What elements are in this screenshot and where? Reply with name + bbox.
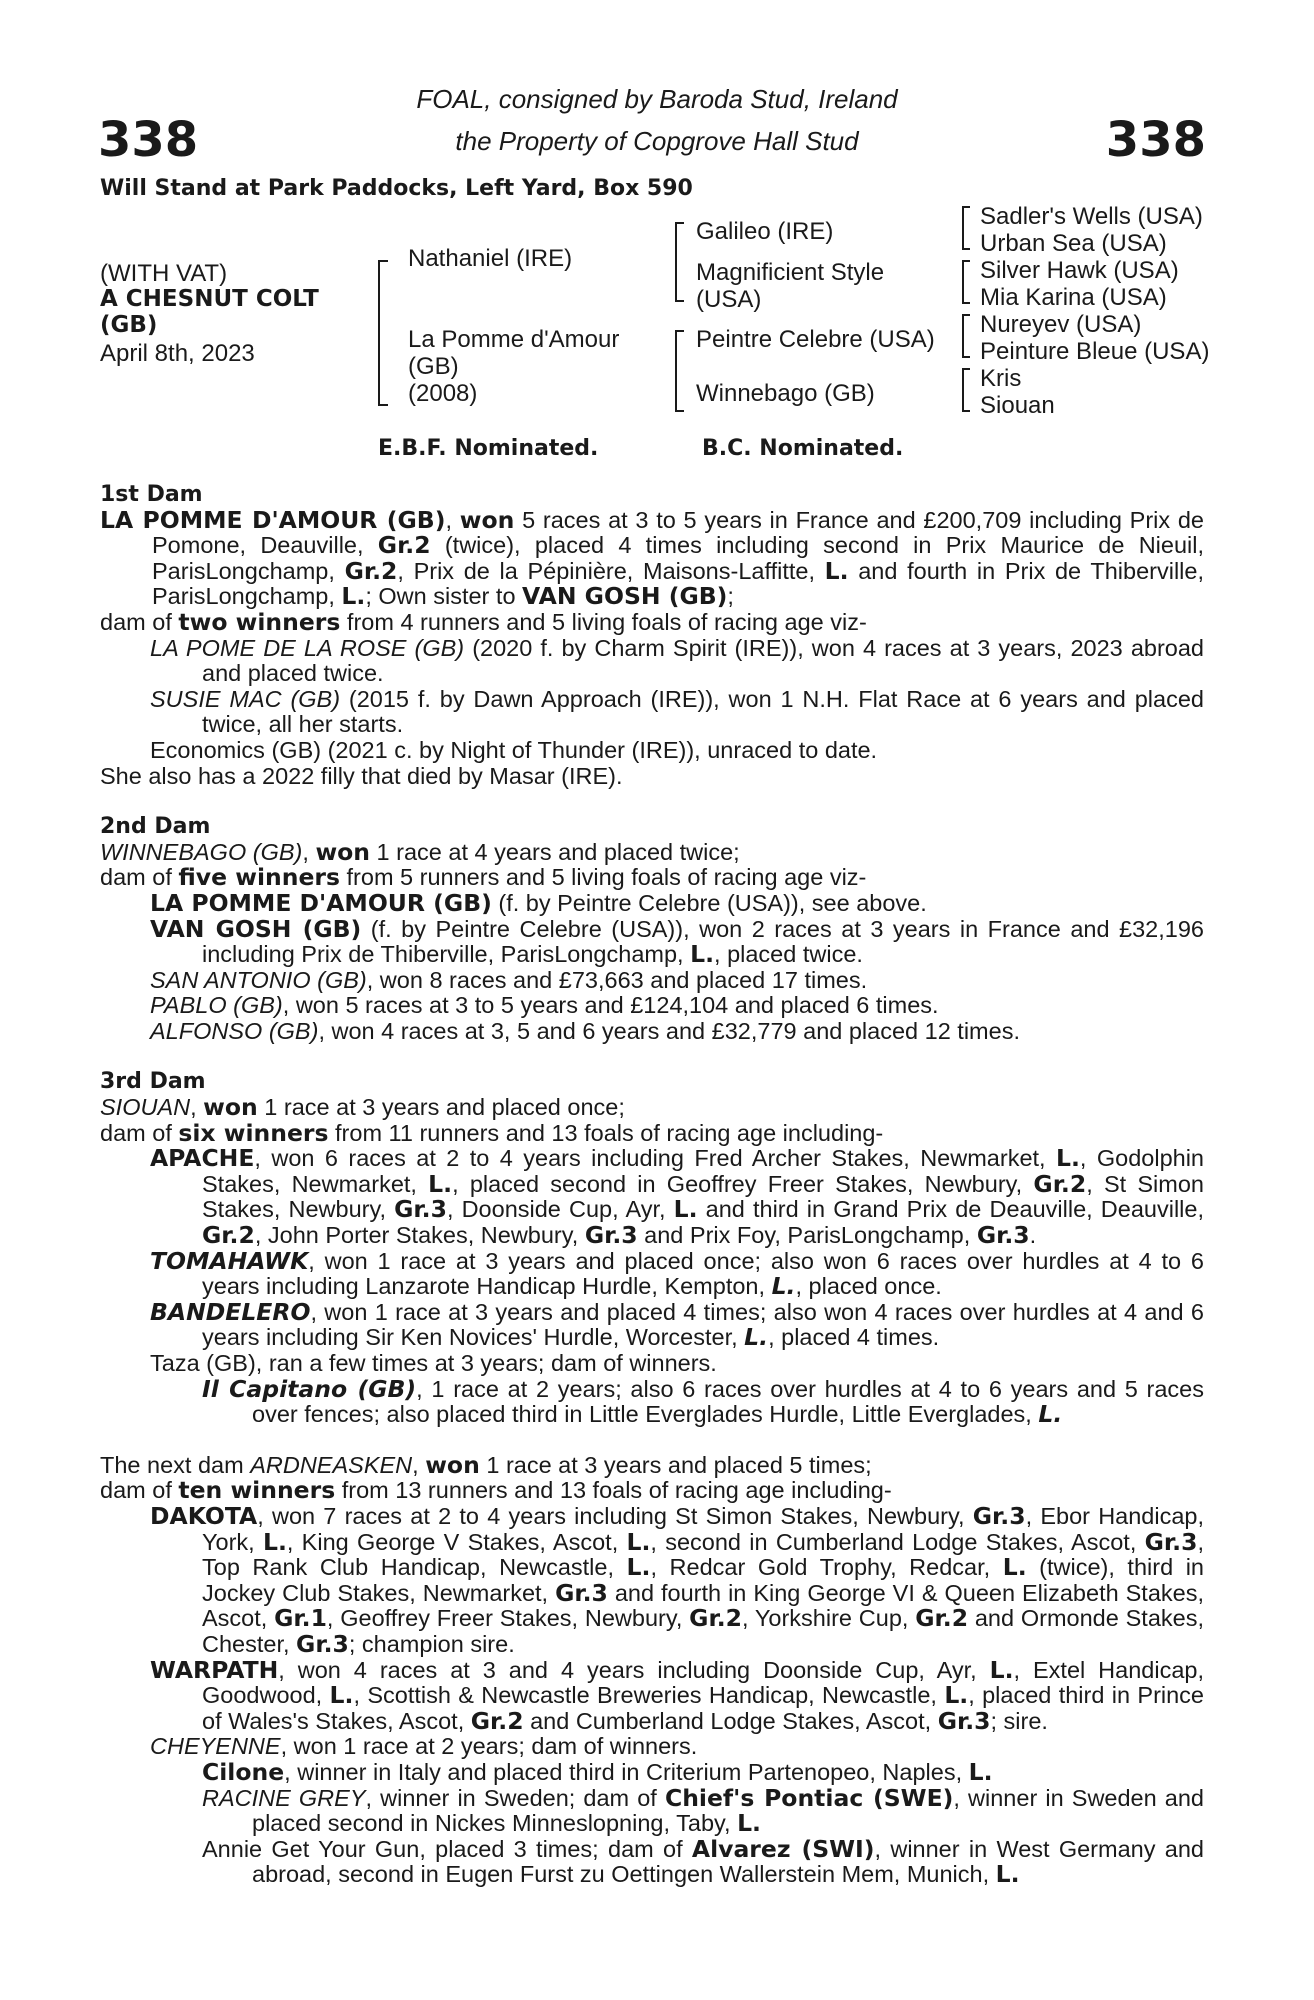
produce-entry: DAKOTA, won 7 races at 2 to 4 years including St Simon Stakes, Newbury, Gr.3, Ebor Handicap, York, L., King George V Stakes, Ascot, L., second in Cumberland Lodge Stakes, Ascot, Gr.3, Top Rank Club Handicap, Newcastle, L., Redcar Gold Trophy, Redcar, L. (twice), third in Jockey Club Stakes, Newmarket, Gr.3 and fourth in King George VI & Queen Elizabeth Stakes, Ascot, Gr.1, Geoffrey Freer Stakes, Newbury, Gr.2, Yorkshire Cup, Gr.2 and Ormonde Stakes, Chester, Gr.3; champion sire. (150, 1501, 1205, 1658)
pedigree-brace (962, 368, 970, 412)
pedigree-dam-line2: (GB) (408, 353, 459, 380)
section-heading: 1st Dam (100, 482, 203, 507)
pedigree-brace (675, 222, 684, 302)
stand-location: Will Stand at Park Paddocks, Left Yard, Box 590 (100, 176, 693, 201)
dam-record: The next dam ARDNEASKEN, won 1 race at 3 years and placed 5 times; (100, 1450, 872, 1479)
property-of: the Property of Copgrove Hall Stud (455, 126, 859, 156)
pedigree-ddd: Siouan (980, 392, 1055, 419)
produce-entry: Il Capitano (GB), 1 race at 2 years; also 6 races over hurdles at 4 to 6 years and 5 races over fences; also placed third in Little Everglades Hurdle, Little Everglades, L. (202, 1374, 1204, 1429)
produce-note: She also has a 2022 filly that died by Masar (IRE). (100, 762, 623, 789)
produce-entry: Cilone, winner in Italy and placed third in Criterium Partenopeo, Naples, L. (202, 1757, 993, 1786)
produce-entry: CHEYENNE, won 1 race at 2 years; dam of winners. (150, 1733, 698, 1760)
pedigree-dam-sire: Peintre Celebre (USA) (696, 326, 935, 353)
produce-entry: LA POMME D'AMOUR (GB) (f. by Peintre Celebre (USA)), see above. (150, 888, 927, 917)
pedigree-ssd: Urban Sea (USA) (980, 230, 1167, 257)
produce-entry: WARPATH, won 4 races at 3 and 4 years including Doonside Cup, Ayr, L., Extel Handicap, Goodwood, L., Scottish & Newcastle Breweries Handicap, Newcastle, L., placed third in Prince of Wales's Stakes, Ascot, Gr.2 and Cumberland Lodge Stakes, Ascot, Gr.3; sire. (150, 1655, 1204, 1735)
produce-entry: BANDELERO, won 1 race at 3 years and placed 4 times; also won 4 races over hurdles at 4 and 6 years including Sir Ken Novices' Hurdle, Worcester, L., placed 4 times. (150, 1297, 1204, 1352)
dam-produce-summary: dam of ten winners from 13 runners and 13 foals of racing age including- (100, 1476, 892, 1505)
produce-entry: APACHE, won 6 races at 2 to 4 years including Fred Archer Stakes, Newmarket, L., Godolphin Stakes, Newmarket, L., placed second in Geoffrey Freer Stakes, Newbury, Gr.2, St Simon Stakes, Newbury, Gr.3, Doonside Cup, Ayr, L. and third in Grand Prix de Deauville, Deauville, Gr.2, John Porter Stakes, Newbury, Gr.3 and Prix Foy, ParisLongchamp, Gr.3. (150, 1144, 1204, 1250)
bc-nomination: B.C. Nominated. (702, 436, 904, 461)
pedigree-dam-line3: (2008) (408, 380, 478, 407)
produce-entry: VAN GOSH (GB) (f. by Peintre Celebre (USA)), won 2 races at 3 years in France and £32,196 including Prix de Thiberville, ParisLongchamp, L., placed twice. (150, 914, 1204, 969)
produce-entry: RACINE GREY, winner in Sweden; dam of Chief's Pontiac (SWE), winner in Sweden and placed second in Nickes Minneslopning, Taby, L. (202, 1783, 1205, 1838)
pedigree-sire-dam-line1: Magnificient Style (696, 259, 885, 286)
pedigree-sdd: Mia Karina (USA) (980, 284, 1167, 311)
vat-note: (WITH VAT) (100, 260, 228, 287)
pedigree-dss: Nureyev (USA) (980, 311, 1142, 338)
pedigree-dsd: Peinture Bleue (USA) (980, 338, 1210, 365)
pedigree-sire: Nathaniel (IRE) (408, 245, 573, 272)
produce-entry: LA POME DE LA ROSE (GB) (2020 f. by Charm Spirit (IRE)), won 4 races at 3 years, 2023 abroad and placed twice. (150, 634, 1204, 687)
produce-entry: Economics (GB) (2021 c. by Night of Thunder (IRE)), unraced to date. (150, 736, 878, 763)
produce-entry: TOMAHAWK, won 1 race at 3 years and placed once; also won 6 races over hurdles at 4 to 6 years including Lanzarote Handicap Hurdle, Kempton, L., placed once. (150, 1246, 1204, 1301)
produce-entry: Taza (GB), ran a few times at 3 years; dam of winners. (150, 1350, 717, 1376)
pedigree-sire-dam-line2: (USA) (696, 286, 762, 313)
pedigree-brace (675, 330, 684, 412)
pedigree-dds: Kris (980, 365, 1022, 392)
consigned-by: FOAL, consigned by Baroda Stud, Ireland (416, 84, 898, 114)
pedigree-dam-line1: La Pomme d'Amour (408, 326, 620, 353)
pedigree-brace (378, 260, 388, 406)
pedigree-brace (962, 206, 970, 250)
pedigree-brace (962, 314, 970, 358)
catalogue-body (100, 482, 1204, 1888)
section-heading: 2nd Dam (100, 814, 211, 840)
lot-number-left: 338 (98, 112, 199, 168)
horse-country: (GB) (100, 312, 158, 338)
produce-entry: SAN ANTONIO (GB), won 8 races and £73,663 and placed 17 times. (150, 966, 868, 993)
dam-record: LA POMME D'AMOUR (GB), won 5 races at 3 to 5 years in France and £200,709 including Prix de Pomone, Deauville, Gr.2 (twice), placed 4 times including second in Prix Maurice de Nieuil, ParisLongchamp, Gr.2, Prix de la Pépinière, Maisons-Laffitte, L. and fourth in Prix de Thiberville, ParisLongchamp, L.; Own sister to VAN GOSH (GB); (100, 505, 1205, 611)
pedigree-dam-dam: Winnebago (GB) (696, 380, 875, 407)
ebf-nomination: E.B.F. Nominated. (378, 436, 599, 461)
dam-record: WINNEBAGO (GB), won 1 race at 4 years and placed twice; (100, 837, 740, 866)
dam-produce-summary: dam of six winners from 11 runners and 13 foals of racing age including- (100, 1118, 884, 1147)
dam-produce-summary: dam of five winners from 5 runners and 5 living foals of racing age viz- (100, 863, 867, 892)
pedigree-sds: Silver Hawk (USA) (980, 257, 1179, 284)
dam-record: SIOUAN, won 1 race at 3 years and placed once; (100, 1093, 625, 1122)
lot-number-right: 338 (1105, 112, 1206, 168)
pedigree-sss: Sadler's Wells (USA) (980, 203, 1203, 230)
horse-name: A CHESNUT COLT (100, 286, 319, 312)
produce-entry: PABLO (GB), won 5 races at 3 to 5 years and £124,104 and placed 6 times. (150, 992, 939, 1019)
foaling-date: April 8th, 2023 (100, 340, 255, 367)
produce-entry: ALFONSO (GB), won 4 races at 3, 5 and 6 years and £32,779 and placed 12 times. (150, 1017, 1020, 1044)
produce-entry: Annie Get Your Gun, placed 3 times; dam of Alvarez (SWI), winner in West Germany and abroad, second in Eugen Furst zu Oettingen Wallerstein Mem, Munich, L. (202, 1834, 1204, 1889)
pedigree-sire-sire: Galileo (IRE) (696, 218, 834, 245)
pedigree-brace (962, 260, 970, 304)
section-heading: 3rd Dam (100, 1069, 206, 1095)
produce-entry: SUSIE MAC (GB) (2015 f. by Dawn Approach (IRE)), won 1 N.H. Flat Race at 6 years and placed twice, all her starts. (150, 685, 1204, 738)
dam-produce-summary: dam of two winners from 4 runners and 5 living foals of racing age viz- (100, 607, 867, 636)
